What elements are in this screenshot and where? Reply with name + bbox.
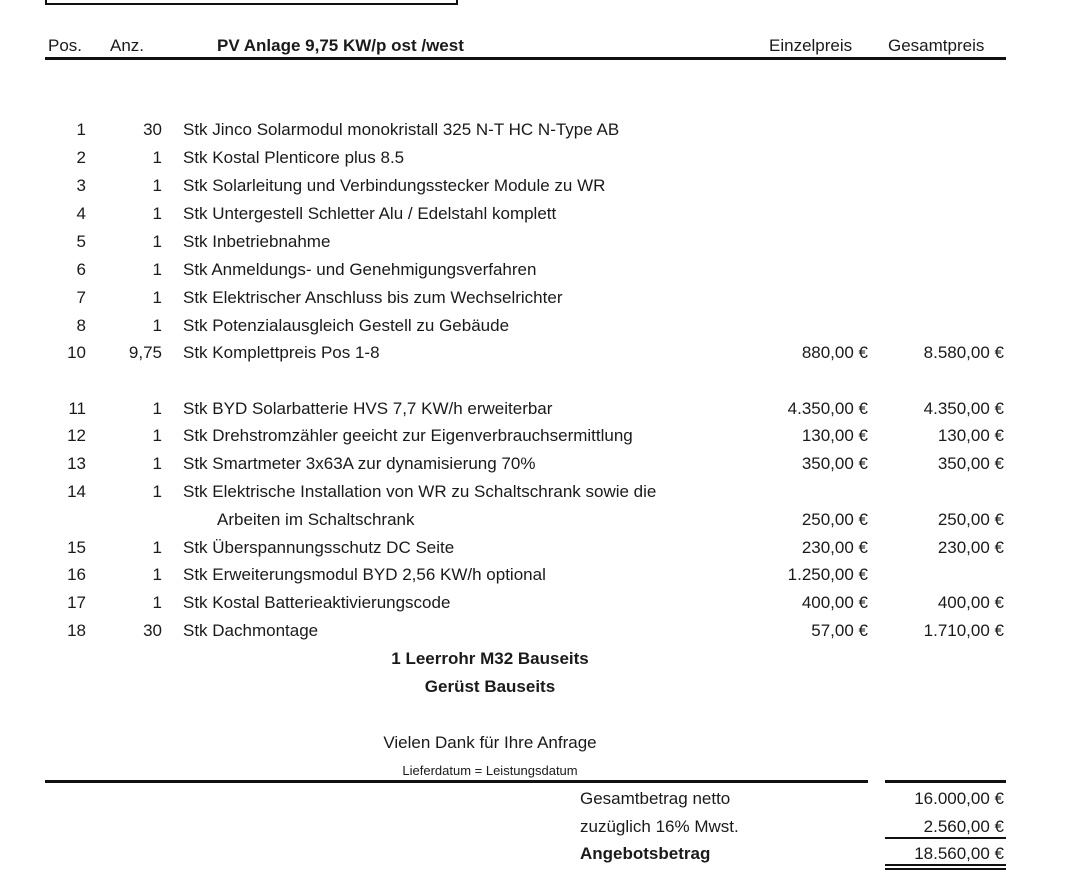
table-row	[0, 288, 1072, 316]
pos: 18	[67, 621, 86, 640]
pos: 4	[76, 204, 86, 223]
desc: Stk Solarleitung und Verbindungsstecker Module zu WR	[183, 176, 606, 195]
pos: 1	[76, 120, 86, 139]
gesamtpreis: 400,00 €	[937, 593, 1004, 612]
desc: Stk Elektrischer Anschluss bis zum Wechselrichter	[183, 288, 563, 307]
pos: 17	[67, 593, 86, 612]
pos: 10	[67, 343, 86, 362]
table-row	[0, 482, 1072, 510]
desc: Stk Erweiterungsmodul BYD 2,56 KW/h optional	[183, 565, 546, 584]
totals-rule-right	[885, 780, 1006, 783]
anz: 30	[143, 621, 162, 640]
desc: Stk Dachmontage	[183, 621, 319, 640]
table-row	[0, 232, 1072, 260]
einzelpreis: 230,00 €	[801, 538, 868, 557]
header-pos: Pos.	[48, 36, 83, 55]
netto-label: Gesamtbetrag netto	[580, 789, 731, 808]
anz: 1	[152, 426, 162, 445]
table-row	[0, 120, 1072, 148]
einzelpreis: 4.350,00 €	[787, 399, 868, 418]
anz: 1	[152, 593, 162, 612]
table-row	[0, 176, 1072, 204]
desc: Stk Kostal Plenticore plus 8.5	[183, 148, 405, 167]
desc: Stk Elektrische Installation von WR zu Schaltschrank sowie die	[183, 482, 657, 501]
header-einzelpreis: Einzelpreis	[769, 36, 853, 55]
desc: Stk Inbetriebnahme	[183, 232, 331, 251]
pos: 11	[68, 399, 86, 418]
einzelpreis: 57,00 €	[811, 621, 868, 640]
table-row	[0, 399, 1072, 427]
desc: Stk Potenzialausgleich Gestell zu Gebäude	[183, 316, 510, 335]
pos: 5	[76, 232, 86, 251]
header-rule	[45, 57, 1006, 60]
table-row	[0, 316, 1072, 344]
table-row	[0, 454, 1072, 482]
thanks-text: Vielen Dank für Ihre Anfrage	[383, 733, 597, 752]
anz: 1	[152, 288, 162, 307]
anz: 1	[152, 538, 162, 557]
anz: 1	[152, 399, 162, 418]
einzelpreis: 350,00 €	[801, 454, 868, 473]
double-rule-bottom	[885, 868, 1006, 870]
anz: 1	[152, 148, 162, 167]
netto-value: 16.000,00 €	[914, 789, 1004, 808]
table-row	[0, 593, 1072, 621]
pos: 2	[76, 148, 86, 167]
table-row	[0, 343, 1072, 371]
lieferdatum-text: Lieferdatum = Leistungsdatum	[402, 763, 578, 778]
double-rule-top	[885, 864, 1006, 866]
top-frame-box	[45, 0, 458, 5]
einzelpreis: 250,00 €	[801, 510, 868, 529]
table-row	[0, 538, 1072, 566]
mwst-label: zuzüglich 16% Mwst.	[580, 817, 739, 836]
anz: 1	[152, 482, 162, 501]
angebot-label: Angebotsbetrag	[580, 844, 711, 863]
header-anz: Anz.	[110, 36, 145, 55]
subtotal-rule	[885, 837, 1006, 839]
pos: 14	[67, 482, 86, 501]
anz: 1	[152, 565, 162, 584]
anz: 9,75	[128, 343, 162, 362]
desc: Stk BYD Solarbatterie HVS 7,7 KW/h erweiterbar	[183, 399, 553, 418]
desc: Stk Anmeldungs- und Genehmigungsverfahren	[183, 260, 537, 279]
angebot-value: 18.560,00 €	[914, 844, 1004, 863]
gesamtpreis: 350,00 €	[937, 454, 1004, 473]
pos: 16	[67, 565, 86, 584]
gesamtpreis: 4.350,00 €	[923, 399, 1004, 418]
table-row	[0, 426, 1072, 454]
gesamtpreis: 230,00 €	[937, 538, 1004, 557]
einzelpreis: 400,00 €	[801, 593, 868, 612]
anz: 1	[152, 232, 162, 251]
desc-line2: Arbeiten im Schaltschrank	[217, 510, 415, 529]
gesamtpreis: 130,00 €	[937, 426, 1004, 445]
table-row-continuation	[0, 510, 1072, 538]
pos: 6	[76, 260, 86, 279]
note-geruest: Gerüst Bauseits	[424, 677, 556, 696]
anz: 1	[152, 204, 162, 223]
anz: 1	[152, 260, 162, 279]
anz: 30	[143, 120, 162, 139]
table-row	[0, 204, 1072, 232]
desc: Stk Kostal Batterieaktivierungscode	[183, 593, 451, 612]
pos: 13	[67, 454, 86, 473]
gesamtpreis: 1.710,00 €	[923, 621, 1004, 640]
einzelpreis: 130,00 €	[801, 426, 868, 445]
desc: Stk Smartmeter 3x63A zur dynamisierung 70%	[183, 454, 536, 473]
pos: 15	[67, 538, 86, 557]
totals-rule-left	[45, 780, 868, 783]
pos: 12	[67, 426, 86, 445]
desc: Stk Drehstromzähler geeicht zur Eigenverbrauchsermittlung	[183, 426, 633, 445]
anz: 1	[152, 316, 162, 335]
desc: Stk Jinco Solarmodul monokristall 325 N-T HC N-Type AB	[183, 120, 620, 139]
header-gesamtpreis: Gesamtpreis	[888, 36, 985, 55]
table-row	[0, 260, 1072, 288]
table-row	[0, 621, 1072, 649]
mwst-value: 2.560,00 €	[923, 817, 1004, 836]
desc: Stk Komplettpreis Pos 1-8	[183, 343, 380, 362]
pos: 7	[76, 288, 86, 307]
gesamtpreis: 8.580,00 €	[923, 343, 1004, 362]
pos: 3	[76, 176, 86, 195]
table-row	[0, 565, 1072, 593]
desc: Stk Überspannungsschutz DC Seite	[183, 538, 455, 557]
gesamtpreis: 250,00 €	[937, 510, 1004, 529]
einzelpreis: 880,00 €	[801, 343, 868, 362]
einzelpreis: 1.250,00 €	[787, 565, 868, 584]
header-title: PV Anlage 9,75 KW/p ost /west	[217, 36, 464, 55]
note-leerrohr: 1 Leerrohr M32 Bauseits	[391, 649, 589, 668]
desc: Stk Untergestell Schletter Alu / Edelstahl komplett	[183, 204, 557, 223]
table-row	[0, 148, 1072, 176]
pos: 8	[76, 316, 86, 335]
anz: 1	[152, 176, 162, 195]
anz: 1	[152, 454, 162, 473]
